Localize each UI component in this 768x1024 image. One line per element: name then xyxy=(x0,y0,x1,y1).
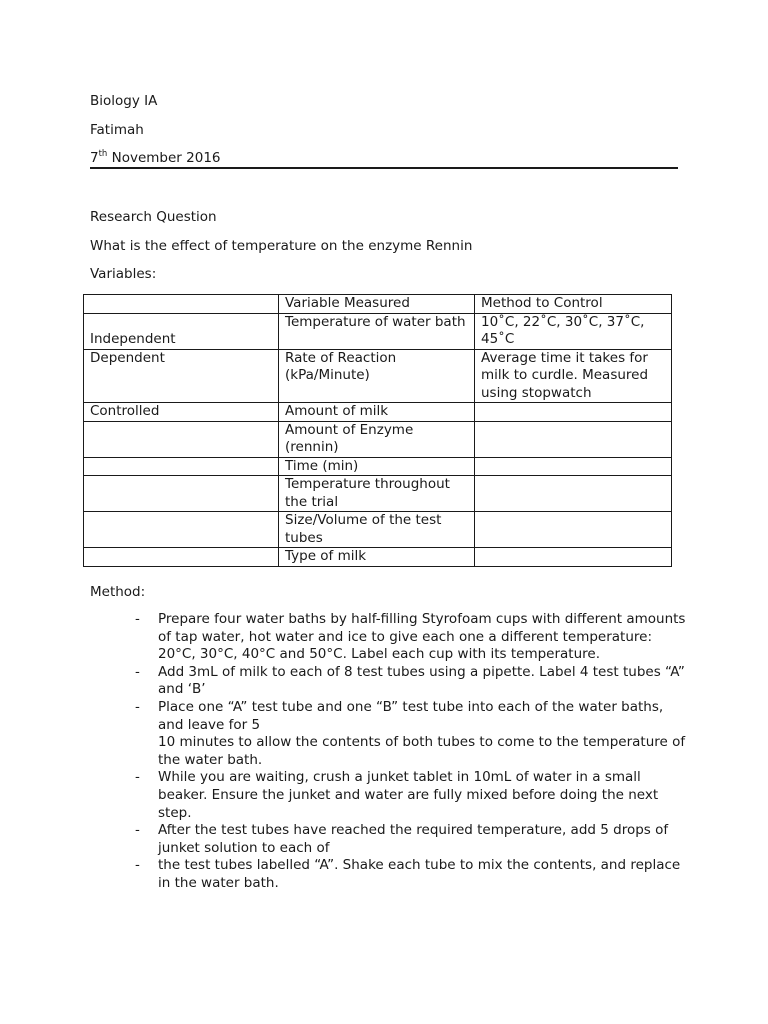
header-divider xyxy=(90,167,678,169)
list-item xyxy=(132,857,692,892)
table-row xyxy=(84,548,672,567)
date-rest: November 2016 xyxy=(107,150,221,166)
method-control-cell xyxy=(475,403,672,422)
variable-type-cell: Controlled xyxy=(84,403,279,422)
variable-measured-cell: Amount of Enzyme (rennin) xyxy=(279,421,475,457)
step-text: 10 minutes to allow the contents of both tubes to come to the temperature of the water bath. xyxy=(158,734,686,768)
author-name: Fatimah xyxy=(90,122,144,138)
method-control-cell: Average time it takes for milk to curdle. Measured using stopwatch xyxy=(475,349,672,403)
list-bullet: - xyxy=(135,611,140,627)
list-bullet: - xyxy=(135,698,140,715)
step-text: the test tubes labelled “A”. Shake each tube to mix the contents, and replace in the water bath. xyxy=(158,857,681,891)
variable-type-cell xyxy=(84,476,279,512)
variable-type-cell: Independent xyxy=(84,313,279,349)
list-item xyxy=(132,664,692,699)
research-heading: Research Question xyxy=(90,209,217,225)
step-text: Add 3mL of milk to each of 8 test tubes using a pipette. Label 4 test tubes “A” and ‘B’ xyxy=(158,663,685,698)
variable-type-cell xyxy=(84,457,279,476)
step-text: After the test tubes have reached the required temperature, add 5 drops of junket solution to each of xyxy=(158,822,669,856)
list-item xyxy=(132,769,692,822)
method-control-cell: 10˚C, 22˚C, 30˚C, 37˚C, 45˚C xyxy=(475,313,672,349)
variables-heading: Variables: xyxy=(90,266,157,282)
list-item xyxy=(132,699,692,734)
variable-measured-cell: Temperature throughout the trial xyxy=(279,476,475,512)
table-header-row xyxy=(84,295,672,314)
method-steps-list xyxy=(132,611,692,893)
document-date xyxy=(90,149,221,167)
variables-table xyxy=(83,294,672,567)
variable-type-cell xyxy=(84,512,279,548)
list-item-continuation xyxy=(132,734,692,769)
table-row xyxy=(84,457,672,476)
variable-type-cell xyxy=(84,548,279,567)
method-control-cell xyxy=(475,548,672,567)
variable-type-cell: Dependent xyxy=(84,349,279,403)
method-control-cell xyxy=(475,512,672,548)
table-header-cell xyxy=(84,295,279,314)
variable-measured-cell: Type of milk xyxy=(279,548,475,567)
table-row xyxy=(84,349,672,403)
list-item xyxy=(132,822,692,857)
date-suffix: th xyxy=(98,148,108,159)
method-control-cell xyxy=(475,421,672,457)
table-header-cell: Method to Control xyxy=(475,295,672,314)
step-text: Prepare four water baths by half-filling Styrofoam cups with different amounts of tap water, hot water and ice to give each one a different temperature: 20°C, 30°C, 40°C and 50°C. Label each cup with its temperature. xyxy=(158,611,686,663)
method-control-cell xyxy=(475,457,672,476)
variable-measured-cell: Amount of milk xyxy=(279,403,475,422)
list-bullet: - xyxy=(135,663,140,680)
course-title: Biology IA xyxy=(90,93,158,109)
table-row xyxy=(84,421,672,457)
variable-measured-cell: Size/Volume of the test tubes xyxy=(279,512,475,548)
table-row xyxy=(84,476,672,512)
variable-measured-cell: Time (min) xyxy=(279,457,475,476)
table-header-cell: Variable Measured xyxy=(279,295,475,314)
variable-measured-cell: Temperature of water bath xyxy=(279,313,475,349)
date-day: 7 xyxy=(90,150,99,166)
step-text: While you are waiting, crush a junket tablet in 10mL of water in a small beaker. Ensure the junket and water are fully mixed before doing the next step. xyxy=(158,769,659,821)
list-item xyxy=(132,611,692,664)
table-row xyxy=(84,313,672,349)
method-control-cell xyxy=(475,476,672,512)
list-bullet: - xyxy=(135,822,140,839)
list-bullet: - xyxy=(135,857,140,874)
step-text: Place one “A” test tube and one “B” test tube into each of the water baths, and leave for 5 xyxy=(158,698,664,733)
list-bullet: - xyxy=(135,769,140,786)
variable-type-cell xyxy=(84,421,279,457)
table-row xyxy=(84,403,672,422)
variable-measured-cell: Rate of Reaction (kPa/Minute) xyxy=(279,349,475,403)
table-row xyxy=(84,512,672,548)
research-question: What is the effect of temperature on the enzyme Rennin xyxy=(90,238,473,254)
method-heading: Method: xyxy=(90,584,146,600)
